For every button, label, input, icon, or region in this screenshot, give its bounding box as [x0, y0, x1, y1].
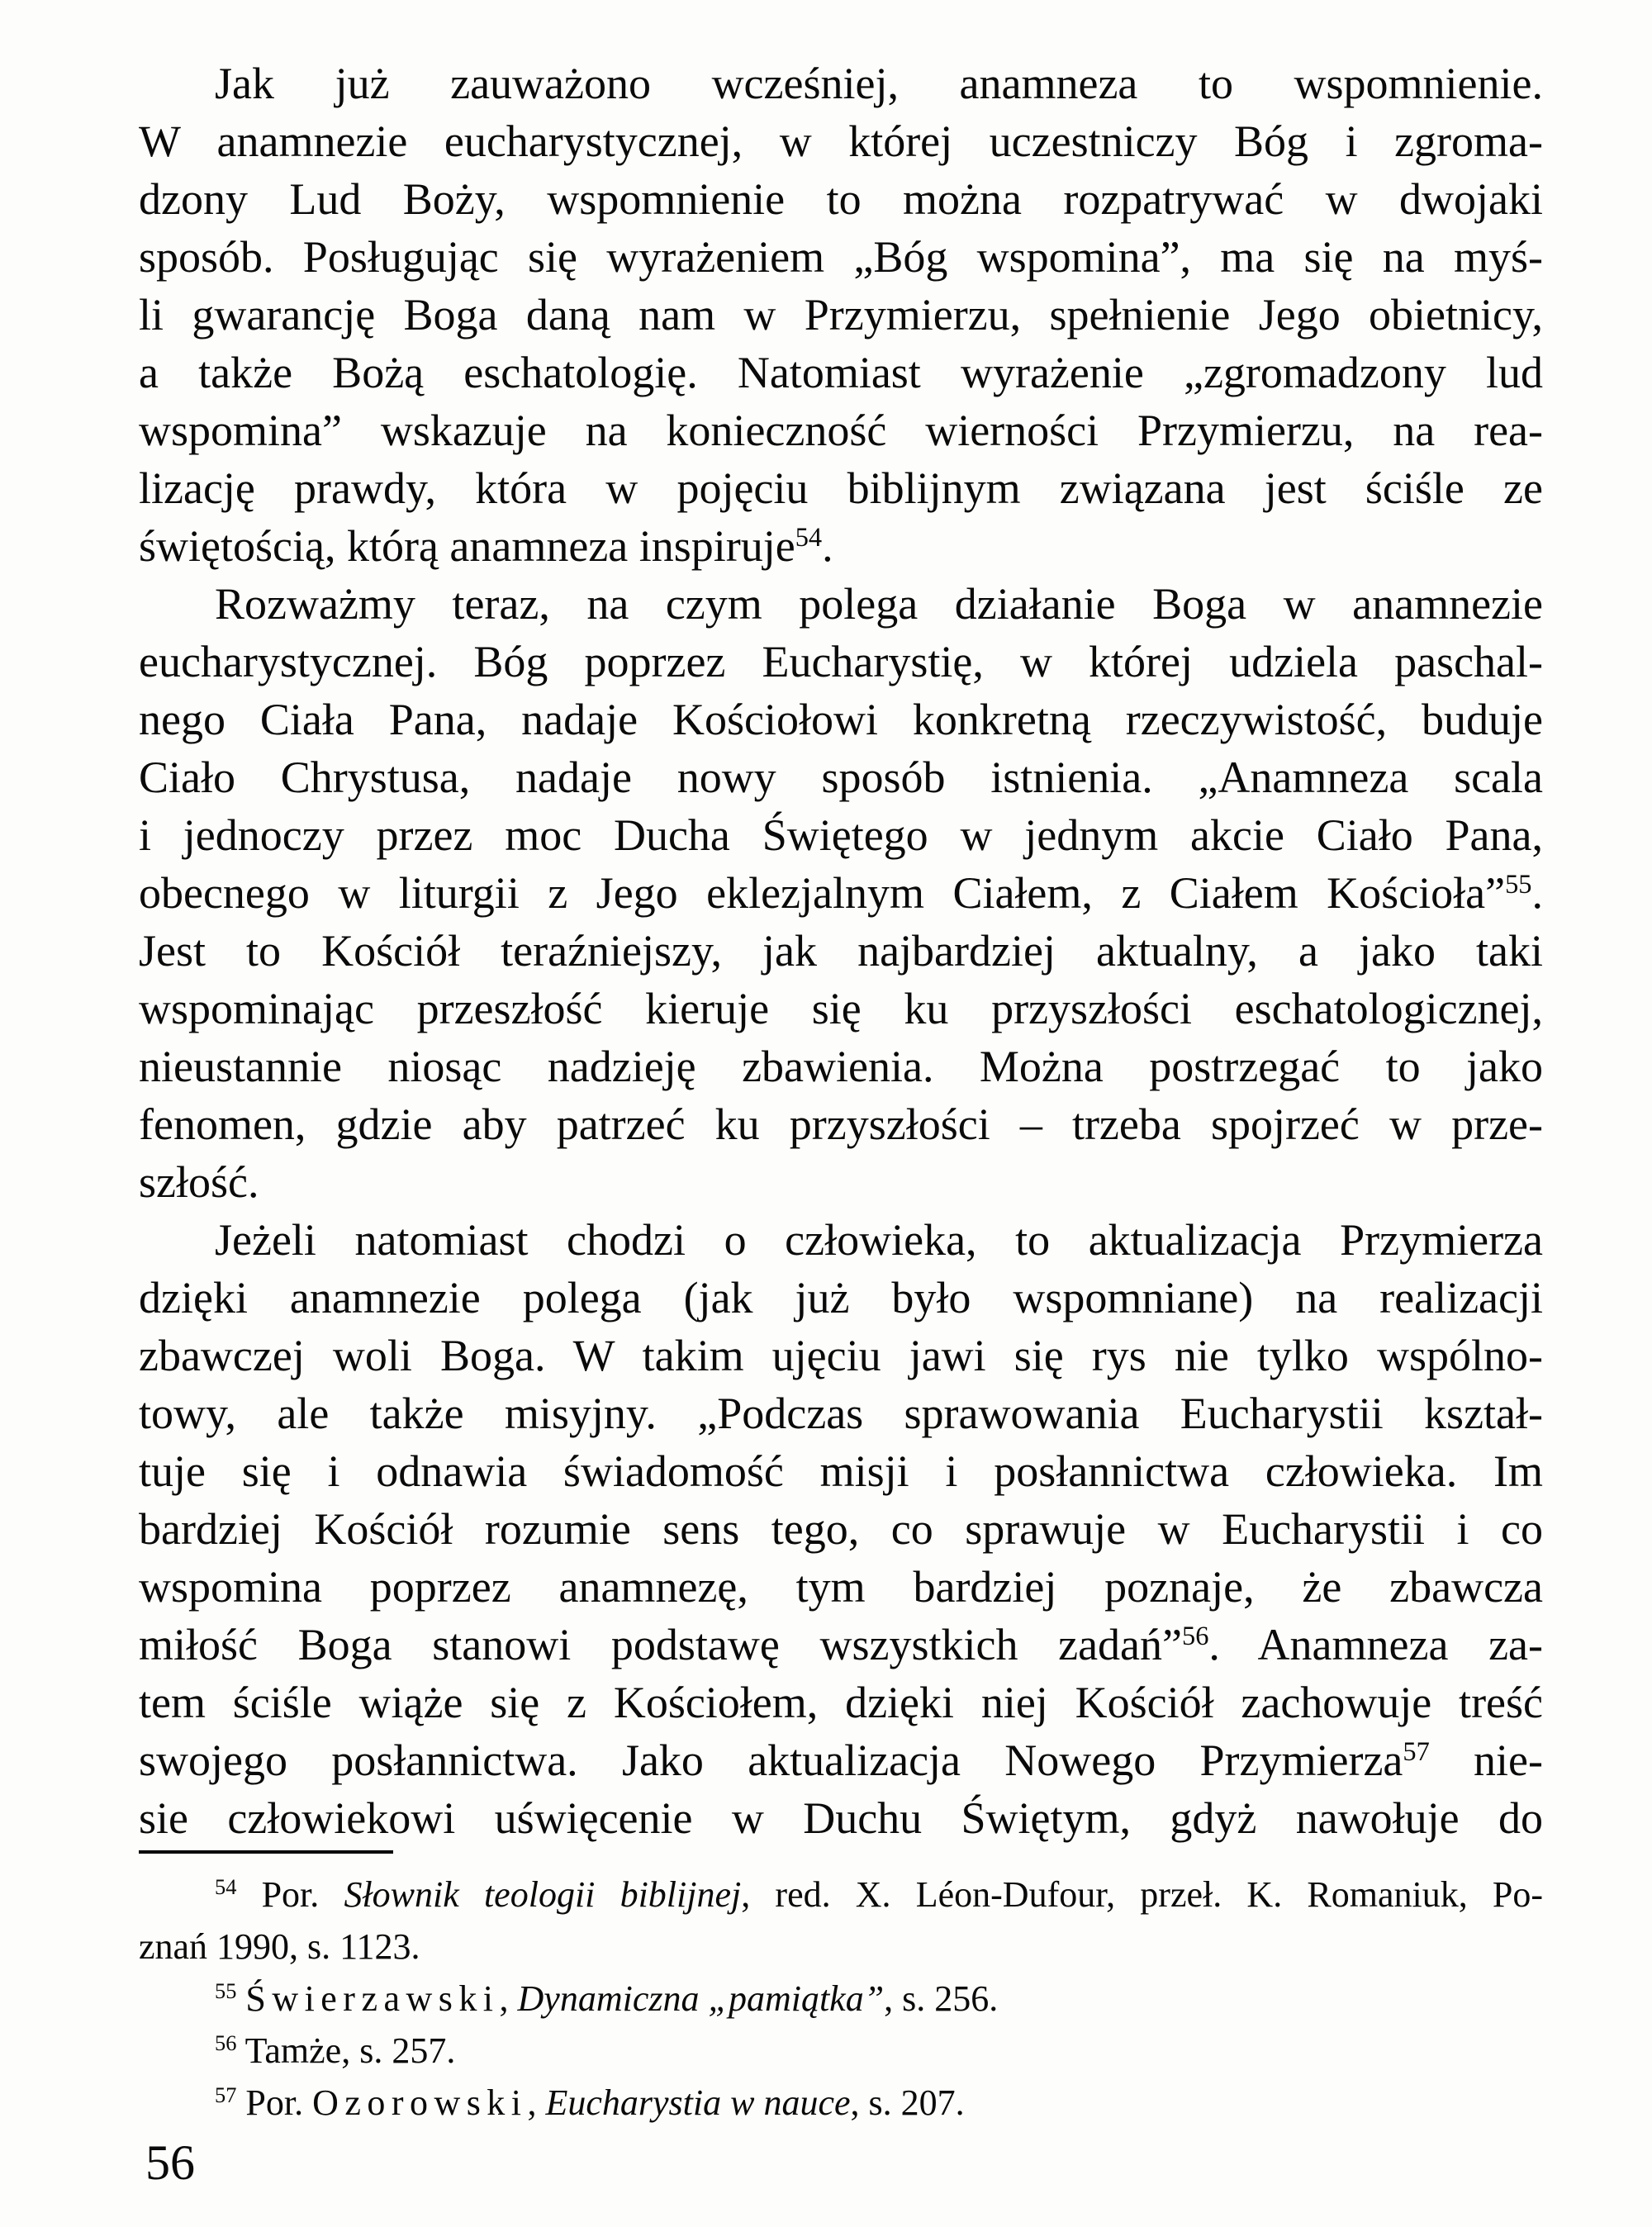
- text-segment: nie-: [1429, 1736, 1544, 1785]
- text-segment: Eucharystia w nauce: [545, 2082, 851, 2123]
- text-segment: . Anamneza za-: [1208, 1620, 1543, 1669]
- text-line: [139, 2025, 1543, 2077]
- text-segment: , s. 256.: [884, 1978, 999, 2019]
- text-segment: Rozważmy teraz, na czym polega działanie Boga w anamnezie: [215, 579, 1543, 629]
- text-line: [139, 633, 1543, 691]
- footnote-ref: 57: [215, 2082, 237, 2108]
- footnote-ref: 54: [795, 523, 823, 553]
- text-segment: i jednoczy przez moc Ducha Świętego w jednym akcie Ciało Pana,: [139, 810, 1543, 860]
- text-segment: dzony Lud Boży, wspomnienie to można rozpatrywać w dwojaki: [139, 174, 1543, 224]
- text-segment: zbawczej woli Boga. W takim ujęciu jawi się rys nie tylko wspólno-: [139, 1331, 1543, 1380]
- text-line: [139, 748, 1543, 806]
- text-segment: Ozorowski: [312, 2082, 528, 2123]
- text-segment: .: [1531, 868, 1543, 918]
- text-segment: szłość.: [139, 1157, 259, 1207]
- footnote-ref: 54: [215, 1874, 237, 1900]
- text-line: [139, 1442, 1543, 1500]
- footnote-ref: 57: [1403, 1737, 1430, 1768]
- text-segment: bardziej Kościół rozumie sens tego, co sprawuje w Eucharystii i co: [139, 1504, 1543, 1554]
- footnote-56: [139, 2025, 1543, 2077]
- text-segment: Jest to Kościół teraźniejszy, jak najbardziej aktualny, a jako taki: [139, 926, 1543, 976]
- text-segment: nieustannie niosąc nadzieję zbawienia. Można postrzegać to jako: [139, 1042, 1543, 1091]
- text-line: [139, 170, 1543, 228]
- text-line: [139, 112, 1543, 170]
- paragraph-3: [139, 1211, 1543, 1847]
- footnote-ref: 56: [1182, 1622, 1209, 1652]
- text-segment: świętością, którą anamneza inspiruje: [139, 521, 795, 571]
- text-segment: Por.: [236, 2082, 313, 2123]
- text-line: [139, 459, 1543, 517]
- text-line: [139, 864, 1543, 922]
- text-line: [139, 980, 1543, 1038]
- text-segment: Tamże, s. 257.: [236, 2030, 456, 2071]
- text-segment: tuje się i odnawia świadomość misji i posłannictwa człowieka. Im: [139, 1446, 1543, 1496]
- footnote-separator: [139, 1850, 393, 1854]
- text-segment: wspomina poprzez anamnezę, tym bardziej poznaje, że zbawcza: [139, 1562, 1543, 1612]
- text-line: [139, 1327, 1543, 1384]
- text-segment: ,: [527, 2082, 546, 2123]
- text-segment: tem ściśle wiąże się z Kościołem, dzięki niej Kościół zachowuje treść: [139, 1678, 1543, 1727]
- text-line: [139, 517, 1543, 575]
- text-line: [139, 1558, 1543, 1616]
- footnote-ref: 55: [1505, 870, 1532, 900]
- text-segment: miłość Boga stanowi podstawę wszystkich zadań”: [139, 1620, 1182, 1669]
- page-number: 56: [145, 2135, 195, 2190]
- footnote-55: [139, 1973, 1543, 2025]
- footnote-ref: 56: [215, 2030, 237, 2056]
- text-line: [139, 1095, 1543, 1153]
- text-line: [139, 401, 1543, 459]
- text-line: [139, 55, 1543, 112]
- text-line: [139, 1211, 1543, 1269]
- text-segment: a także Bożą eschatologię. Natomiast wyrażenie „zgromadzony lud: [139, 348, 1543, 397]
- text-line: [139, 806, 1543, 864]
- text-line: [139, 228, 1543, 286]
- text-segment: Dynamiczna „pamiątka”: [517, 1978, 885, 2019]
- text-segment: Jak już zauważono wcześniej, anamneza to wspomnienie.: [215, 59, 1543, 108]
- text-segment: wspominając przeszłość kieruje się ku przyszłości eschatologicznej,: [139, 984, 1543, 1033]
- text-segment: sie człowiekowi uświęcenie w Duchu Świętym, gdyż nawołuje do: [139, 1793, 1543, 1843]
- text-segment: W anamnezie eucharystycznej, w której uczestniczy Bóg i zgroma-: [139, 116, 1543, 166]
- text-segment: lizację prawdy, która w pojęciu biblijnym związana jest ściśle ze: [139, 463, 1543, 513]
- text-segment: , red. X. Léon-Dufour, przeł. K. Romaniuk, Po-: [741, 1874, 1544, 1915]
- text-line: [139, 691, 1543, 748]
- paragraph-2: [139, 575, 1543, 1211]
- text-line: [139, 2077, 1543, 2129]
- text-segment: fenomen, gdzie aby patrzeć ku przyszłości – trzeba spojrzeć w prze-: [139, 1099, 1543, 1149]
- text-segment: sposób. Posługując się wyrażeniem „Bóg wspomina”, ma się na myś-: [139, 232, 1543, 282]
- text-line: [139, 1038, 1543, 1095]
- text-line: [139, 1731, 1543, 1789]
- text-segment: swojego posłannictwa. Jako aktualizacja Nowego Przymierza: [139, 1736, 1403, 1785]
- text-line: [139, 1868, 1543, 1921]
- text-line: [139, 1616, 1543, 1674]
- text-segment: nego Ciała Pana, nadaje Kościołowi konkretną rzeczywistość, buduje: [139, 695, 1543, 744]
- text-segment: ,: [499, 1978, 518, 2019]
- text-segment: obecnego w liturgii z Jego eklezjalnym Ciałem, z Ciałem Kościoła”: [139, 868, 1506, 918]
- text-segment: , s. 207.: [850, 2082, 965, 2123]
- text-segment: Świerzawski: [245, 1978, 500, 2019]
- text-line: [139, 575, 1543, 633]
- text-segment: dzięki anamnezie polega (jak już było wspomniane) na realizacji: [139, 1273, 1543, 1322]
- text-segment: eucharystycznej. Bóg poprzez Eucharystię, w której udziela paschal-: [139, 637, 1543, 686]
- text-line: [139, 344, 1543, 401]
- text-segment: znań 1990, s. 1123.: [139, 1926, 420, 1967]
- text-line: [139, 1269, 1543, 1327]
- text-line: [139, 1500, 1543, 1558]
- text-line: [139, 286, 1543, 344]
- text-segment: [236, 1978, 245, 2019]
- text-segment: Por.: [236, 1874, 344, 1915]
- text-segment: wspomina” wskazuje na konieczność wierności Przymierzu, na rea-: [139, 406, 1543, 455]
- text-segment: towy, ale także misyjny. „Podczas sprawowania Eucharystii kształ-: [139, 1389, 1543, 1438]
- footnotes: [139, 1868, 1543, 2129]
- text-line: [139, 1153, 1543, 1211]
- text-line: [139, 1973, 1543, 2025]
- text-segment: li gwarancję Boga daną nam w Przymierzu, spełnienie Jego obietnicy,: [139, 290, 1543, 340]
- text-line: [139, 1674, 1543, 1731]
- footnote-57: [139, 2077, 1543, 2129]
- body-text: [139, 55, 1543, 1847]
- text-line: [139, 1789, 1543, 1847]
- footnote-ref: 55: [215, 1978, 237, 2004]
- paragraph-1: [139, 55, 1543, 575]
- text-line: [139, 1384, 1543, 1442]
- text-segment: Ciało Chrystusa, nadaje nowy sposób istnienia. „Anamneza scala: [139, 753, 1543, 802]
- text-line: [139, 1921, 1543, 1973]
- text-segment: Słownik teologii biblijnej: [344, 1874, 742, 1915]
- text-line: [139, 922, 1543, 980]
- text-segment: Jeżeli natomiast chodzi o człowieka, to aktualizacja Przymierza: [215, 1215, 1543, 1265]
- footnote-54: [139, 1868, 1543, 1973]
- text-segment: .: [822, 521, 833, 571]
